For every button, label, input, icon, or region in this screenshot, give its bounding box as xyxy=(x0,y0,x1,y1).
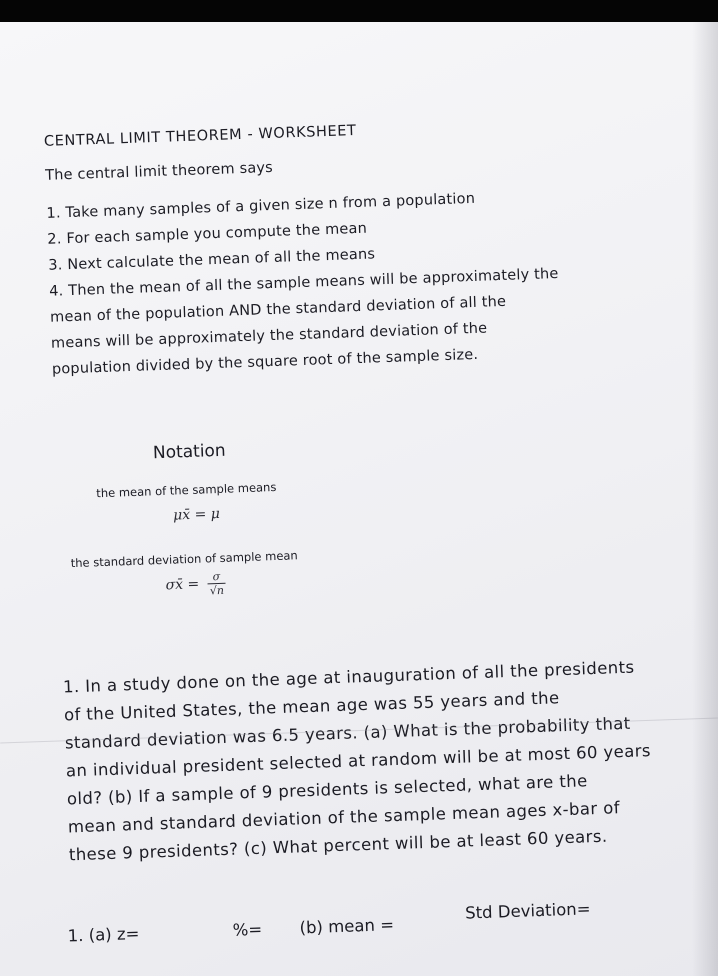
theorem-line: 4. Then the mean of all the sample means will be approximately the xyxy=(48,265,559,300)
sd-fraction xyxy=(207,570,226,598)
answer-z-label: 1. (a) z= xyxy=(67,924,140,946)
mean-formula: μx̄ = μ xyxy=(172,505,221,524)
problem-line: standard deviation was 6.5 years. (a) What is the probability that xyxy=(64,713,631,753)
theorem-line: 2. For each sample you compute the mean xyxy=(47,220,368,248)
theorem-line: means will be approximately the standard deviation of the xyxy=(50,320,488,352)
worksheet-title: CENTRAL LIMIT THEOREM - WORKSHEET xyxy=(43,122,357,150)
problem-line: an individual president selected at random will be at most 60 years xyxy=(65,741,652,781)
problem-line: mean and standard deviation of the sample mean ages x-bar of xyxy=(67,798,621,837)
sd-denominator: √n xyxy=(209,583,225,598)
theorem-line: mean of the population AND the standard deviation of all the xyxy=(49,293,507,326)
sd-numerator: σ xyxy=(207,570,226,585)
sd-formula-lhs: σx̄ = xyxy=(165,576,200,594)
answer-mean-label: (b) mean = xyxy=(299,915,395,938)
answer-sd-label: Std Deviation= xyxy=(464,899,591,923)
notation-heading: Notation xyxy=(152,440,227,464)
theorem-line: 3. Next calculate the mean of all the means xyxy=(48,246,376,274)
problem-line: of the United States, the mean age was 55 years and the xyxy=(63,688,560,725)
answer-percent-label: %= xyxy=(232,919,263,940)
worksheet-paper xyxy=(0,22,718,976)
mean-notation-label: the mean of the sample means xyxy=(96,479,277,501)
top-dark-border xyxy=(0,0,718,22)
theorem-line: population divided by the square root of the sample size. xyxy=(51,346,479,378)
problem-line: these 9 presidents? (c) What percent will be at least 60 years. xyxy=(68,826,608,865)
sd-formula xyxy=(165,570,226,599)
theorem-line: 1. Take many samples of a given size n from a population xyxy=(46,190,476,222)
intro-text: The central limit theorem says xyxy=(44,159,274,184)
page-content xyxy=(0,22,718,976)
problem-line: 1. In a study done on the age at inauguration of all the presidents xyxy=(62,657,635,697)
problem-line: old? (b) If a sample of 9 presidents is selected, what are the xyxy=(66,771,588,809)
sd-notation-label: the standard deviation of sample mean xyxy=(70,548,298,571)
paper-shadow-edge xyxy=(692,22,718,976)
